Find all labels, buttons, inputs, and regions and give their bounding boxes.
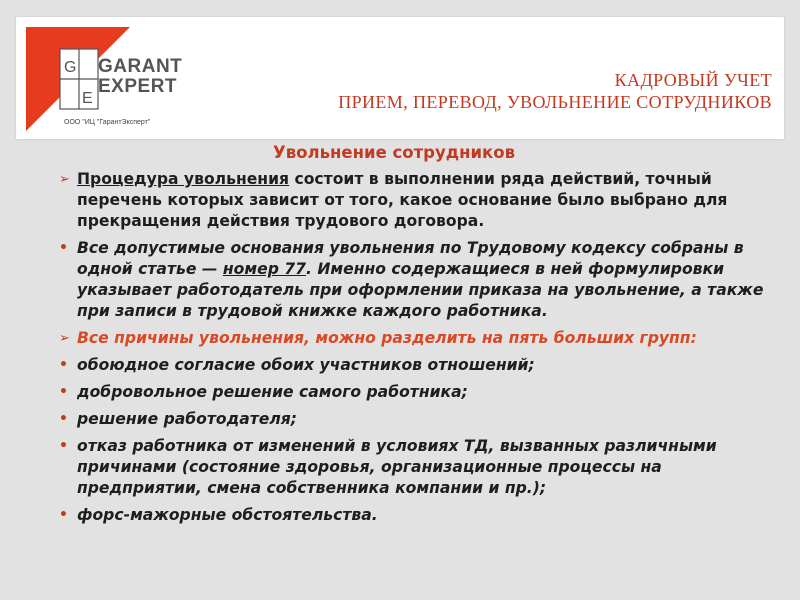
logo-wordmark [98,57,218,97]
svg-text:G: G [64,59,77,76]
logo-line-1: GARANT [98,56,183,77]
group-item: форс-мажорные обстоятельства. [77,506,378,524]
dot-bullet-icon: • [59,384,68,400]
paragraph-text: Все допустимые основания увольнения по Трудовому кодексу собраны в одной статье — [77,239,744,278]
article-link[interactable]: номер 77 [222,260,306,278]
dot-bullet-icon: • [59,240,68,256]
logo-subtitle: ООО "ИЦ "ГарантЭксперт" [64,119,151,126]
dot-bullet-icon: • [59,438,68,454]
group-item: обоюдное согласие обоих участников отношений; [77,356,535,374]
list-item [55,355,775,376]
list-item [55,169,775,232]
svg-text:E: E [82,90,93,107]
slide-title [338,69,772,113]
logo-line-2: EXPERT [98,76,178,97]
list-item [55,436,775,499]
header [16,17,784,139]
list-item [55,382,775,403]
groups-title: Все причины увольнения, можно разделить на пять больших групп: [77,329,697,347]
group-item: отказ работника от изменений в условиях ТД, вызванных различными причинами (состояние здоровья, организационные процессы на предприятии, смена собственника компании и пр.); [77,437,717,497]
list-item [55,409,775,430]
paragraph-text: состоит в выполнении ряда действий, точный перечень которых зависит от того, какое основание было выбрано для прекращения действия трудового договора. [77,170,728,230]
list-item [55,238,775,322]
arrow-bullet-icon: ➢ [59,172,70,187]
list-item [55,505,775,526]
list-item [55,328,775,349]
paragraph-text: . Именно содержащиеся в ней формулировки указывает работодатель при оформлении приказа на увольнение, а также при записи в трудовой книжке каждого работника. [77,260,764,320]
dot-bullet-icon: • [59,507,68,523]
title-line-2: ПРИЕМ, ПЕРЕВОД, УВОЛЬНЕНИЕ СОТРУДНИКОВ [338,92,772,112]
arrow-bullet-icon: ➢ [59,331,70,346]
term-procedure: Процедура увольнения [77,170,290,188]
slide-content [55,142,775,532]
dot-bullet-icon: • [59,411,68,427]
section-heading: Увольнение сотрудников [273,143,516,162]
dot-bullet-icon: • [59,357,68,373]
group-item: решение работодателя; [77,410,298,428]
group-item: добровольное решение самого работника; [77,383,468,401]
title-line-1: КАДРОВЫЙ УЧЕТ [614,70,772,90]
company-logo [26,27,183,131]
